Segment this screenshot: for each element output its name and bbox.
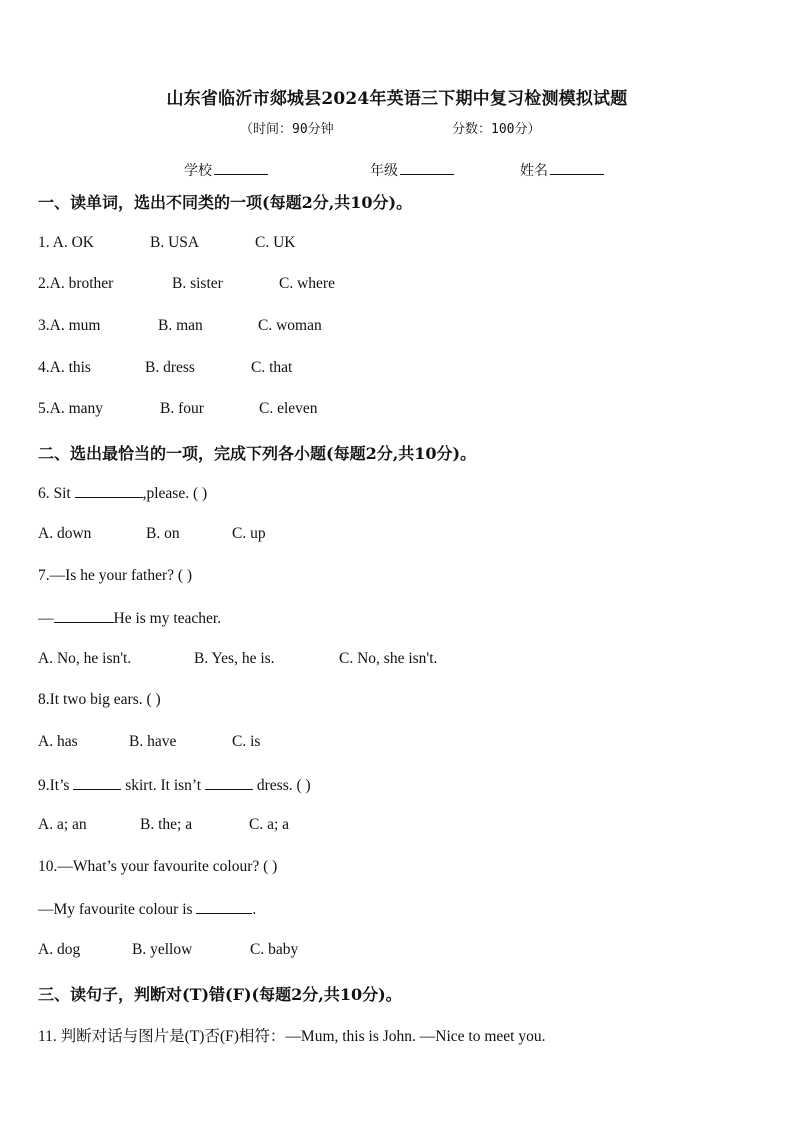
q5-option-c[interactable]: C. eleven: [259, 400, 318, 417]
q9-option-c[interactable]: C. a; a: [249, 816, 290, 833]
question-6: [38, 483, 207, 503]
question-1: [38, 234, 295, 252]
question-8: 8.It two big ears. ( ): [38, 691, 161, 708]
grade-blank[interactable]: [400, 160, 454, 175]
q10-reply-text: —My favourite colour is: [38, 901, 197, 918]
q9-option-a[interactable]: A. a; an: [38, 816, 87, 833]
school-blank[interactable]: [214, 160, 268, 175]
question-10: 10.—What’s your favourite colour? ( ): [38, 858, 278, 875]
q7-blank[interactable]: [54, 608, 114, 623]
grade-field[interactable]: [370, 160, 454, 180]
q1-option-b[interactable]: B. USA: [150, 234, 200, 251]
q7-option-a[interactable]: A. No, he isn't.: [38, 650, 132, 667]
q8-option-b[interactable]: B. have: [129, 733, 177, 750]
question-6-options: [38, 525, 266, 543]
q10-reply-end: .: [252, 901, 257, 918]
q5-option-b[interactable]: B. four: [160, 400, 204, 417]
school-field[interactable]: [184, 160, 268, 180]
q7-reply-dash: —: [38, 610, 54, 627]
question-5: [38, 400, 318, 418]
q9-stem-start: 9.It’s: [38, 777, 74, 794]
question-8-options: [38, 733, 260, 751]
section-2-heading: 二、选出最恰当的一项，完成下列各小题(每题2分,共10分)。: [38, 444, 477, 463]
name-label: 姓名: [520, 163, 548, 179]
q4-option-a[interactable]: 4.A. this: [38, 359, 91, 376]
exam-time: （时间：90分钟: [240, 122, 334, 137]
q9-stem-mid: skirt. It isn’t: [121, 777, 205, 794]
section-3-heading: 三、读句子，判断对(T)错(F)(每题2分,共10分)。: [38, 985, 402, 1004]
name-blank[interactable]: [550, 160, 604, 175]
exam-score: 分数：100分）: [452, 122, 541, 137]
q7-option-c[interactable]: C. No, she isn't.: [339, 650, 438, 667]
school-label: 学校: [184, 163, 212, 179]
exam-title: 山东省临沂市郯城县2024年英语三下期中复习检测模拟试题: [166, 89, 628, 109]
question-3: [38, 317, 322, 335]
q9-option-b[interactable]: B. the; a: [140, 816, 193, 833]
name-field[interactable]: [520, 160, 604, 180]
q1-option-c[interactable]: C. UK: [255, 234, 296, 251]
q2-option-b[interactable]: B. sister: [172, 275, 223, 292]
question-10-options: [38, 941, 298, 959]
q6-option-b[interactable]: B. on: [146, 525, 180, 542]
q3-option-b[interactable]: B. man: [158, 317, 203, 334]
q10-option-b[interactable]: B. yellow: [132, 941, 193, 958]
q9-blank-1[interactable]: [73, 775, 121, 790]
q10-option-a[interactable]: A. dog: [38, 941, 81, 958]
question-2: [38, 275, 335, 293]
question-7: 7.—Is he your father? ( ): [38, 567, 193, 584]
q5-option-a[interactable]: 5.A. many: [38, 400, 104, 417]
q7-option-b[interactable]: B. Yes, he is.: [194, 650, 275, 667]
q4-option-c[interactable]: C. that: [251, 359, 293, 376]
q2-option-a[interactable]: 2.A. brother: [38, 275, 114, 292]
question-7-options: [38, 650, 437, 668]
q6-option-a[interactable]: A. down: [38, 525, 92, 542]
q6-blank[interactable]: [75, 483, 143, 498]
question-9: [38, 775, 311, 795]
q6-stem-end: ,please. ( ): [142, 485, 208, 502]
section-1-heading: 一、读单词，选出不同类的一项(每题2分,共10分)。: [38, 193, 413, 212]
q9-blank-2[interactable]: [205, 775, 253, 790]
q6-option-c[interactable]: C. up: [232, 525, 266, 542]
q4-option-b[interactable]: B. dress: [145, 359, 195, 376]
q9-stem-end: dress. ( ): [253, 777, 311, 794]
q8-option-c[interactable]: C. is: [232, 733, 261, 750]
q7-reply-text: He is my teacher.: [113, 610, 222, 627]
q3-option-a[interactable]: 3.A. mum: [38, 317, 101, 334]
q1-option-a[interactable]: 1. A. OK: [38, 234, 94, 251]
q6-stem-start: 6. Sit: [38, 485, 75, 502]
q10-option-c[interactable]: C. baby: [250, 941, 299, 958]
question-11: 11. 判断对话与图片是(T)否(F)相符：—Mum, this is John. —Nice to meet you.: [38, 1028, 546, 1045]
question-9-options: [38, 816, 289, 834]
q3-option-c[interactable]: C. woman: [258, 317, 322, 334]
q2-option-c[interactable]: C. where: [279, 275, 335, 292]
grade-label: 年级: [370, 163, 398, 179]
q10-blank[interactable]: [196, 899, 252, 914]
question-7-reply: [38, 608, 221, 628]
question-4: [38, 359, 292, 377]
q8-option-a[interactable]: A. has: [38, 733, 78, 750]
question-10-reply: [38, 899, 256, 919]
